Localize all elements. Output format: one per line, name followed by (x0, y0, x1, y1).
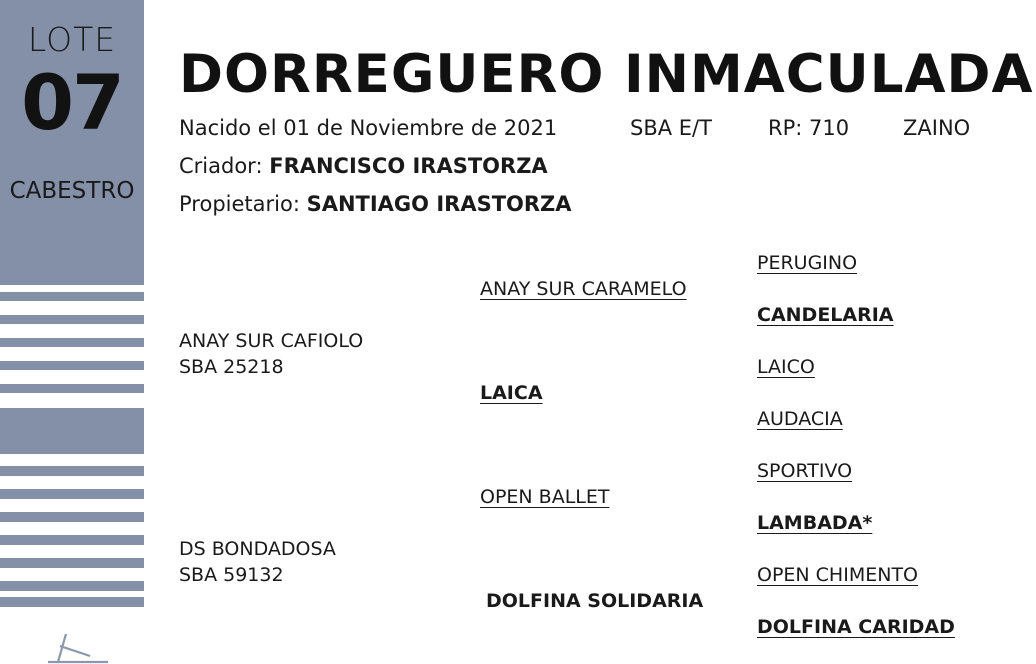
decorative-stripe (0, 408, 144, 454)
dam-name: DS BONDADOSA (179, 538, 336, 560)
owner-label: Propietario: (179, 192, 300, 216)
paternal-grandsire: ANAY SUR CARAMELO (480, 278, 687, 300)
lot-label: LOTE (27, 20, 117, 59)
decorative-stripe (0, 338, 144, 347)
great-grandparent: LAMBADA* (757, 512, 873, 534)
great-grandparent: DOLFINA CARIDAD (757, 616, 955, 638)
birth-date: Nacido el 01 de Noviembre de 2021 (179, 116, 558, 140)
great-grandparent: LAICO (757, 356, 815, 378)
great-grandparent: OPEN CHIMENTO (757, 564, 918, 586)
great-grandparent: SPORTIVO (757, 460, 853, 482)
decorative-stripe (0, 597, 144, 607)
lot-number: 07 (21, 58, 123, 147)
registry: SBA E/T (630, 116, 712, 140)
breeder-name: FRANCISCO IRASTORZA (269, 154, 548, 178)
animal-name: DORREGUERO INMACULADA (179, 44, 1034, 105)
sire-registry: SBA 25218 (179, 356, 284, 378)
decorative-stripe (0, 384, 144, 393)
rp-number: RP: 710 (768, 116, 850, 140)
maternal-grandsire: OPEN BALLET (480, 486, 610, 508)
lot-category: CABESTRO (9, 178, 135, 204)
decorative-stripe (0, 581, 144, 591)
breeder-label: Criador: (179, 154, 263, 178)
great-grandparent: PERUGINO (757, 252, 858, 274)
decorative-stripe (0, 489, 144, 499)
sire-name: ANAY SUR CAFIOLO (179, 330, 364, 352)
dam-registry: SBA 59132 (179, 564, 284, 586)
decorative-stripe (0, 512, 144, 522)
great-grandparent: AUDACIA (757, 408, 843, 430)
paternal-granddam: LAICA (480, 382, 543, 404)
decorative-stripe (0, 558, 144, 568)
maternal-granddam: DOLFINA SOLIDARIA (486, 590, 704, 612)
decorative-stripe (0, 535, 144, 545)
decorative-stripe (0, 315, 144, 324)
sire (179, 328, 363, 380)
logo-mark-icon (38, 632, 128, 664)
owner-line (179, 192, 572, 216)
decorative-stripe (0, 361, 144, 370)
great-grandparent: CANDELARIA (757, 304, 894, 326)
decorative-stripe (0, 466, 144, 476)
coat-color: ZAINO (903, 116, 971, 140)
breeder-line (179, 154, 548, 178)
decorative-stripe (0, 292, 144, 301)
dam (179, 536, 336, 588)
owner-name: SANTIAGO IRASTORZA (306, 192, 572, 216)
